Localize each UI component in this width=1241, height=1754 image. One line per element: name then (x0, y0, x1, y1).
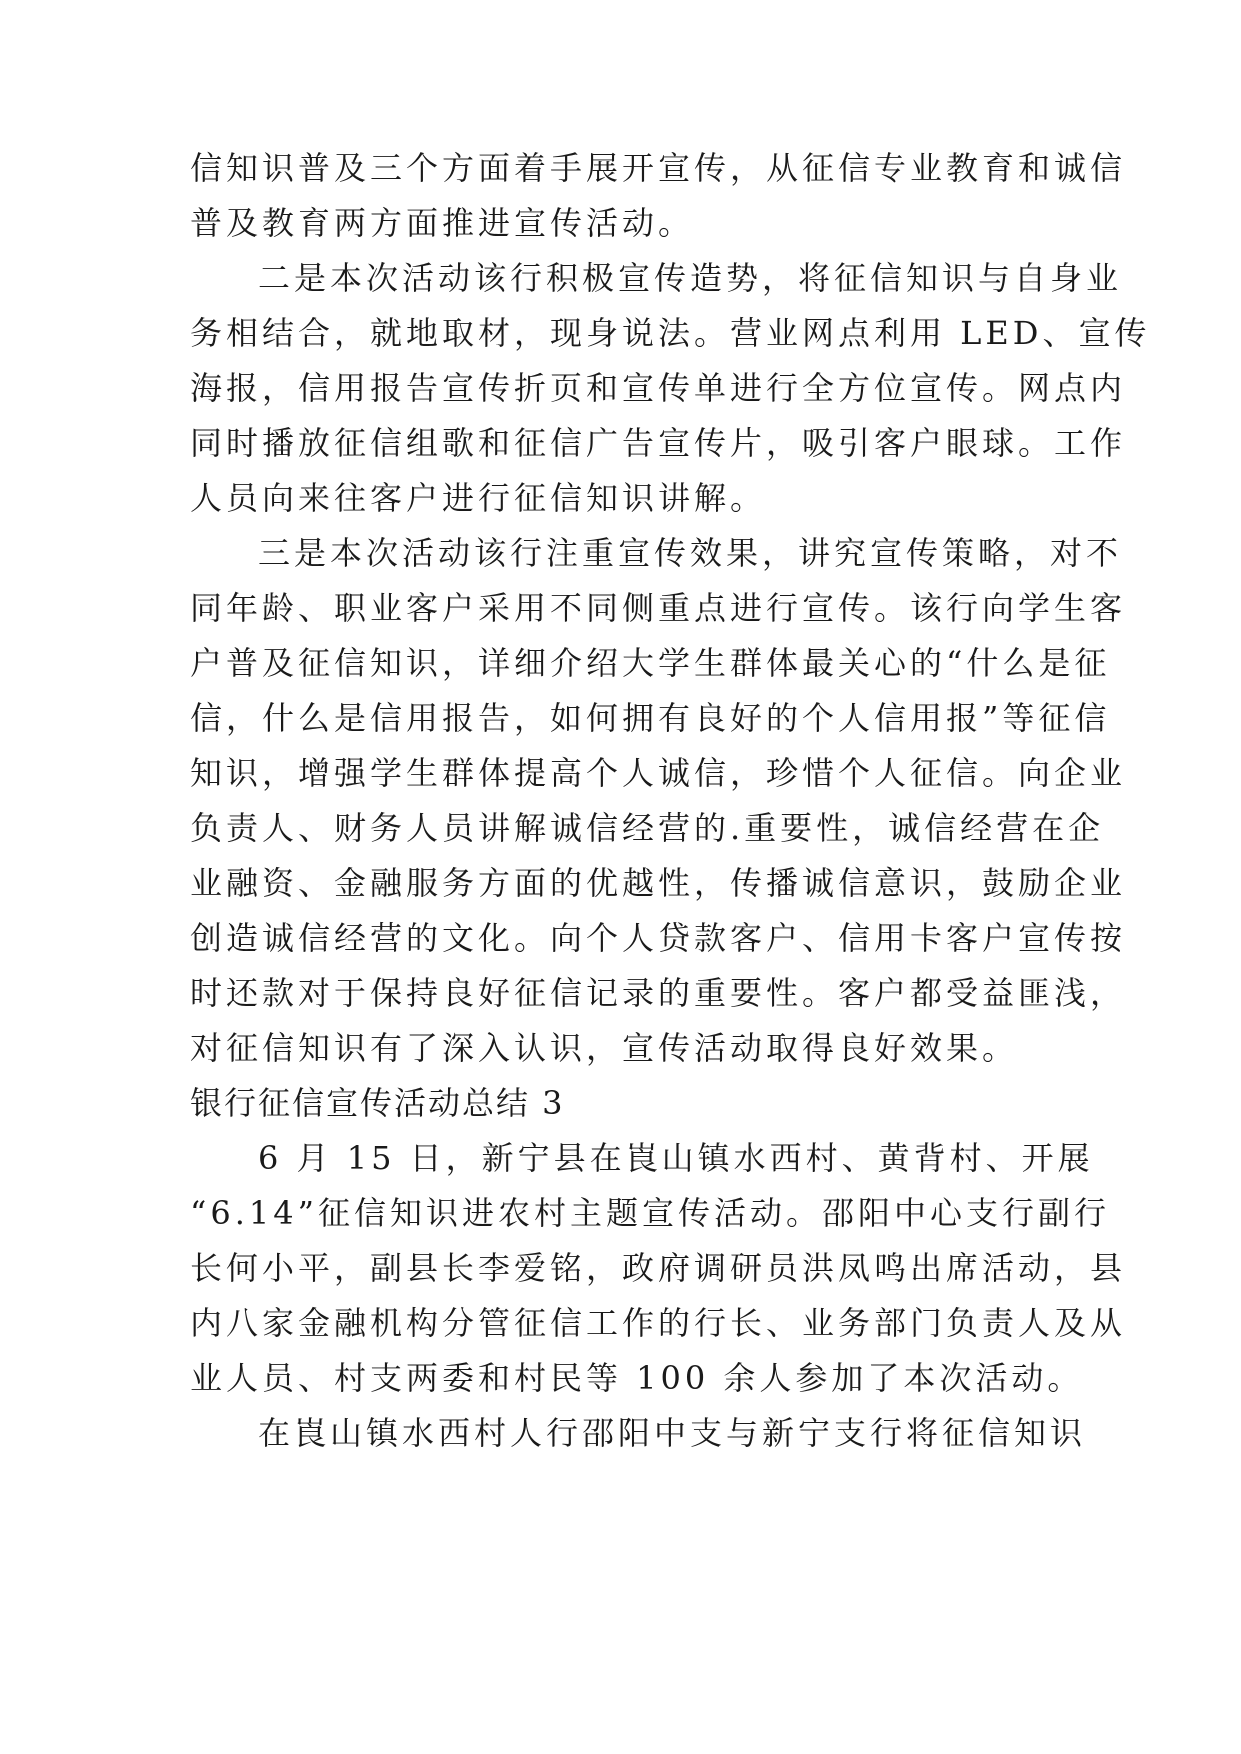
paragraph-line: 海报，信用报告宣传折页和宣传单进行全方位宣传。网点内 (190, 369, 1127, 407)
paragraph-line: 业融资、金融服务方面的优越性，传播诚信意识，鼓励企业 (190, 864, 1127, 902)
paragraph-line: 在崀山镇水西村人行邵阳中支与新宁支行将征信知识 (258, 1414, 1087, 1452)
paragraph-line: 6 月 15 日，新宁县在崀山镇水西村、黄背村、开展 (258, 1139, 1094, 1177)
paragraph-line: 业人员、村支两委和村民等 100 余人参加了本次活动。 (190, 1359, 1084, 1397)
paragraph-line: 普及教育两方面推进宣传活动。 (190, 204, 695, 242)
paragraph-line: “6.14”征信知识进农村主题宣传活动。邵阳中心支行副行 (190, 1194, 1110, 1232)
paragraph-line: 信，什么是信用报告，如何拥有良好的个人信用报”等征信 (190, 699, 1111, 737)
paragraph-line: 人员向来往客户进行征信知识讲解。 (190, 479, 767, 517)
paragraph-line: 务相结合，就地取材，现身说法。营业网点利用 LED、宣传 (190, 314, 1151, 352)
paragraph-line: 时还款对于保持良好征信记录的重要性。客户都受益匪浅， (190, 974, 1127, 1012)
paragraph-line: 长何小平，副县长李爱铭，政府调研员洪凤鸣出席活动，县 (190, 1249, 1127, 1287)
paragraph-line: 同年龄、职业客户采用不同侧重点进行宣传。该行向学生客 (190, 589, 1127, 627)
paragraph-line: 户普及征信知识，详细介绍大学生群体最关心的“什么是征 (190, 644, 1111, 682)
paragraph-line: 三是本次活动该行注重宣传效果，讲究宣传策略，对不 (258, 534, 1123, 572)
paragraph-line: 同时播放征信组歌和征信广告宣传片，吸引客户眼球。工作 (190, 424, 1127, 462)
paragraph-line: 创造诚信经营的文化。向个人贷款客户、信用卡客户宣传按 (190, 919, 1127, 957)
paragraph-line: 信知识普及三个方面着手展开宣传，从征信专业教育和诚信 (190, 149, 1127, 187)
paragraph-line: 负责人、财务人员讲解诚信经营的.重要性，诚信经营在企 (190, 809, 1105, 847)
section-heading: 银行征信宣传活动总结 3 (190, 1084, 565, 1122)
paragraph-line: 对征信知识有了深入认识，宣传活动取得良好效果。 (190, 1029, 1019, 1067)
paragraph-line: 二是本次活动该行积极宣传造势，将征信知识与自身业 (258, 259, 1123, 297)
paragraph-line: 知识，增强学生群体提高个人诚信，珍惜个人征信。向企业 (190, 754, 1127, 792)
paragraph-line: 内八家金融机构分管征信工作的行长、业务部门负责人及从 (190, 1304, 1127, 1342)
